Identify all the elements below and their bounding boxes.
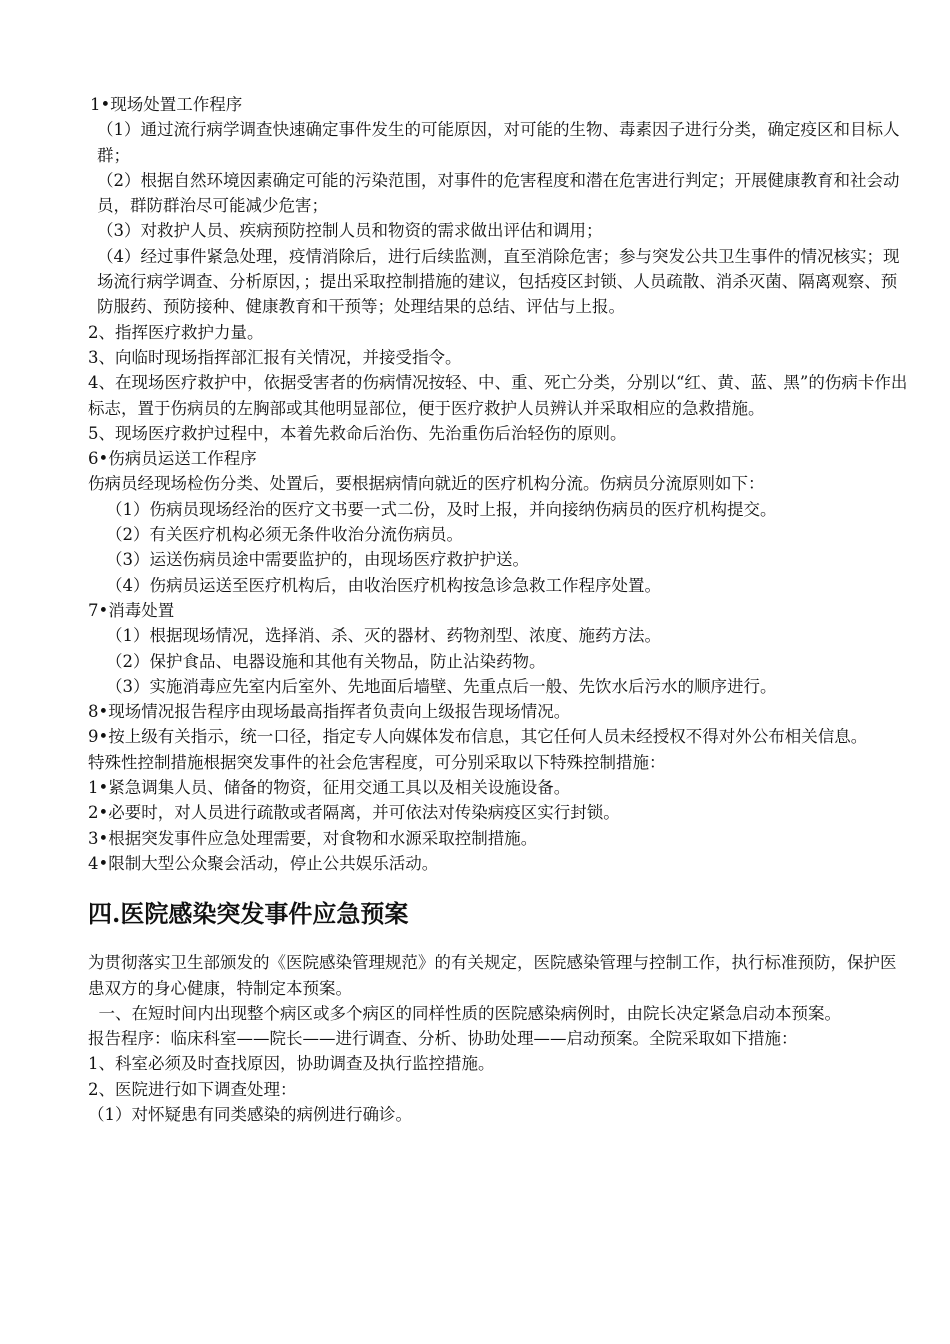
paragraph-transport-3: （3）运送伤病员途中需要监护的，由现场医疗救护护送。 — [106, 550, 529, 570]
paragraph-special-measure-3: 3•根据突发事件应急处理需要，对食物和水源采取控制措施。 — [88, 828, 538, 848]
section-heading-hospital-infection: 四.医院感染突发事件应急预案 — [88, 899, 409, 929]
paragraph-hospital-investigation: 2、医院进行如下调查处理： — [88, 1079, 297, 1099]
paragraph-transport-2: （2）有关医疗机构必须无条件收治分流伤病员。 — [106, 525, 463, 545]
paragraph-disinfection-2: （2）保护食品、电器设施和其他有关物品，防止沾染药物。 — [106, 651, 546, 671]
paragraph-dept-action: 1、科室必须及时查找原因，协助调查及执行监控措施。 — [88, 1054, 495, 1074]
paragraph-disinfection-1: （1）根据现场情况，选择消、杀、灭的器材、药物剂型、浓度、施药方法。 — [106, 626, 661, 646]
paragraph-rescue-principle: 5、现场医疗救护过程中，本着先救命后治伤、先治重伤后治轻伤的原则。 — [88, 423, 627, 443]
paragraph-item-1: （1）通过流行病学调查快速确定事件发生的可能原因，对可能的生物、毒素因子进行分类，确定疫区和目标人群； — [97, 120, 900, 165]
paragraph-transport-intro: 伤病员经现场检伤分类、处置后，要根据病情向就近的医疗机构分流。伤病员分流原则如下： — [88, 474, 765, 494]
document-page — [88, 92, 908, 1127]
subsection-heading-disinfection: 7•消毒处置 — [88, 600, 175, 620]
paragraph-triage: 4、在现场医疗救护中，依据受害者的伤病情况按轻、中、重、死亡分类，分别以“红、黄、蓝、黑”的伤病卡作出标志，置于伤病员的左胸部或其他明显部位，便于医疗救护人员辨认并采取相应的急救措施。 — [88, 373, 908, 418]
paragraph-transport-4: （4）伤病员运送至医疗机构后，由收治医疗机构按急诊急救工作程序处置。 — [106, 575, 661, 595]
paragraph-onsite-report: 8•现场情况报告程序由现场最高指挥者负责向上级报告现场情况。 — [88, 702, 571, 722]
paragraph-purpose: 为贯彻落实卫生部颁发的《医院感染管理规范》的有关规定，医院感染管理与控制工作，执行标准预防，保护医患双方的身心健康，特制定本预案。 — [88, 953, 897, 998]
subsection-heading-transport: 6•伤病员运送工作程序 — [88, 449, 257, 469]
paragraph-activation: 一、在短时间内出现整个病区或多个病区的同样性质的医院感染病例时，由院长决定紧急启动本预案。 — [88, 1003, 841, 1023]
paragraph-item-4: （4）经过事件紧急处理，疫情消除后，进行后续监测，直至消除危害；参与突发公共卫生事件的情况核实；现场流行病学调查、分析原因，；提出采取控制措施的建议，包括疫区封锁、人员疏散、消杀灭菌、隔离观察、预防服药、预防接种、健康教育和干预等；处理结果的总结、评估与上报。 — [97, 246, 900, 317]
paragraph-special-measure-4: 4•限制大型公众聚会活动，停止公共娱乐活动。 — [88, 853, 439, 873]
paragraph-command-rescue: 2、指挥医疗救护力量。 — [88, 322, 264, 342]
paragraph-special-measure-2: 2•必要时，对人员进行疏散或者隔离，并可依法对传染病疫区实行封锁。 — [88, 803, 620, 823]
paragraph-report-hq: 3、向临时现场指挥部汇报有关情况，并接受指令。 — [88, 347, 462, 367]
paragraph-item-3: （3）对救护人员、疾病预防控制人员和物资的需求做出评估和调用； — [97, 221, 603, 241]
subsection-heading-onsite-procedure: 1•现场处置工作程序 — [90, 95, 243, 114]
paragraph-report-procedure: 报告程序：临床科室——院长——进行调查、分析、协助处理——启动预案。全院采取如下措施： — [88, 1029, 798, 1049]
paragraph-item-2: （2）根据自然环境因素确定可能的污染范围，对事件的危害程度和潜在危害进行判定；开展健康教育和社会动员，群防群治尽可能减少危害； — [97, 170, 900, 216]
paragraph-disinfection-3: （3）实施消毒应先室内后室外、先地面后墙壁、先重点后一般、先饮水后污水的顺序进行。 — [106, 676, 777, 696]
paragraph-media-release: 9•按上级有关指示，统一口径，指定专人向媒体发布信息，其它任何人员未经授权不得对外公布相关信息。 — [88, 727, 868, 747]
paragraph-investigation-1: （1）对怀疑患有同类感染的病例进行确诊。 — [88, 1104, 412, 1124]
paragraph-special-measures-intro: 特殊性控制措施根据突发事件的社会危害程度，可分别采取以下特殊控制措施： — [88, 752, 666, 772]
paragraph-special-measure-1: 1•紧急调集人员、储备的物资，征用交通工具以及相关设施设备。 — [88, 778, 571, 798]
paragraph-transport-1: （1）伤病员现场经治的医疗文书要一式二份，及时上报，并向接纳伤病员的医疗机构提交。 — [106, 499, 777, 519]
